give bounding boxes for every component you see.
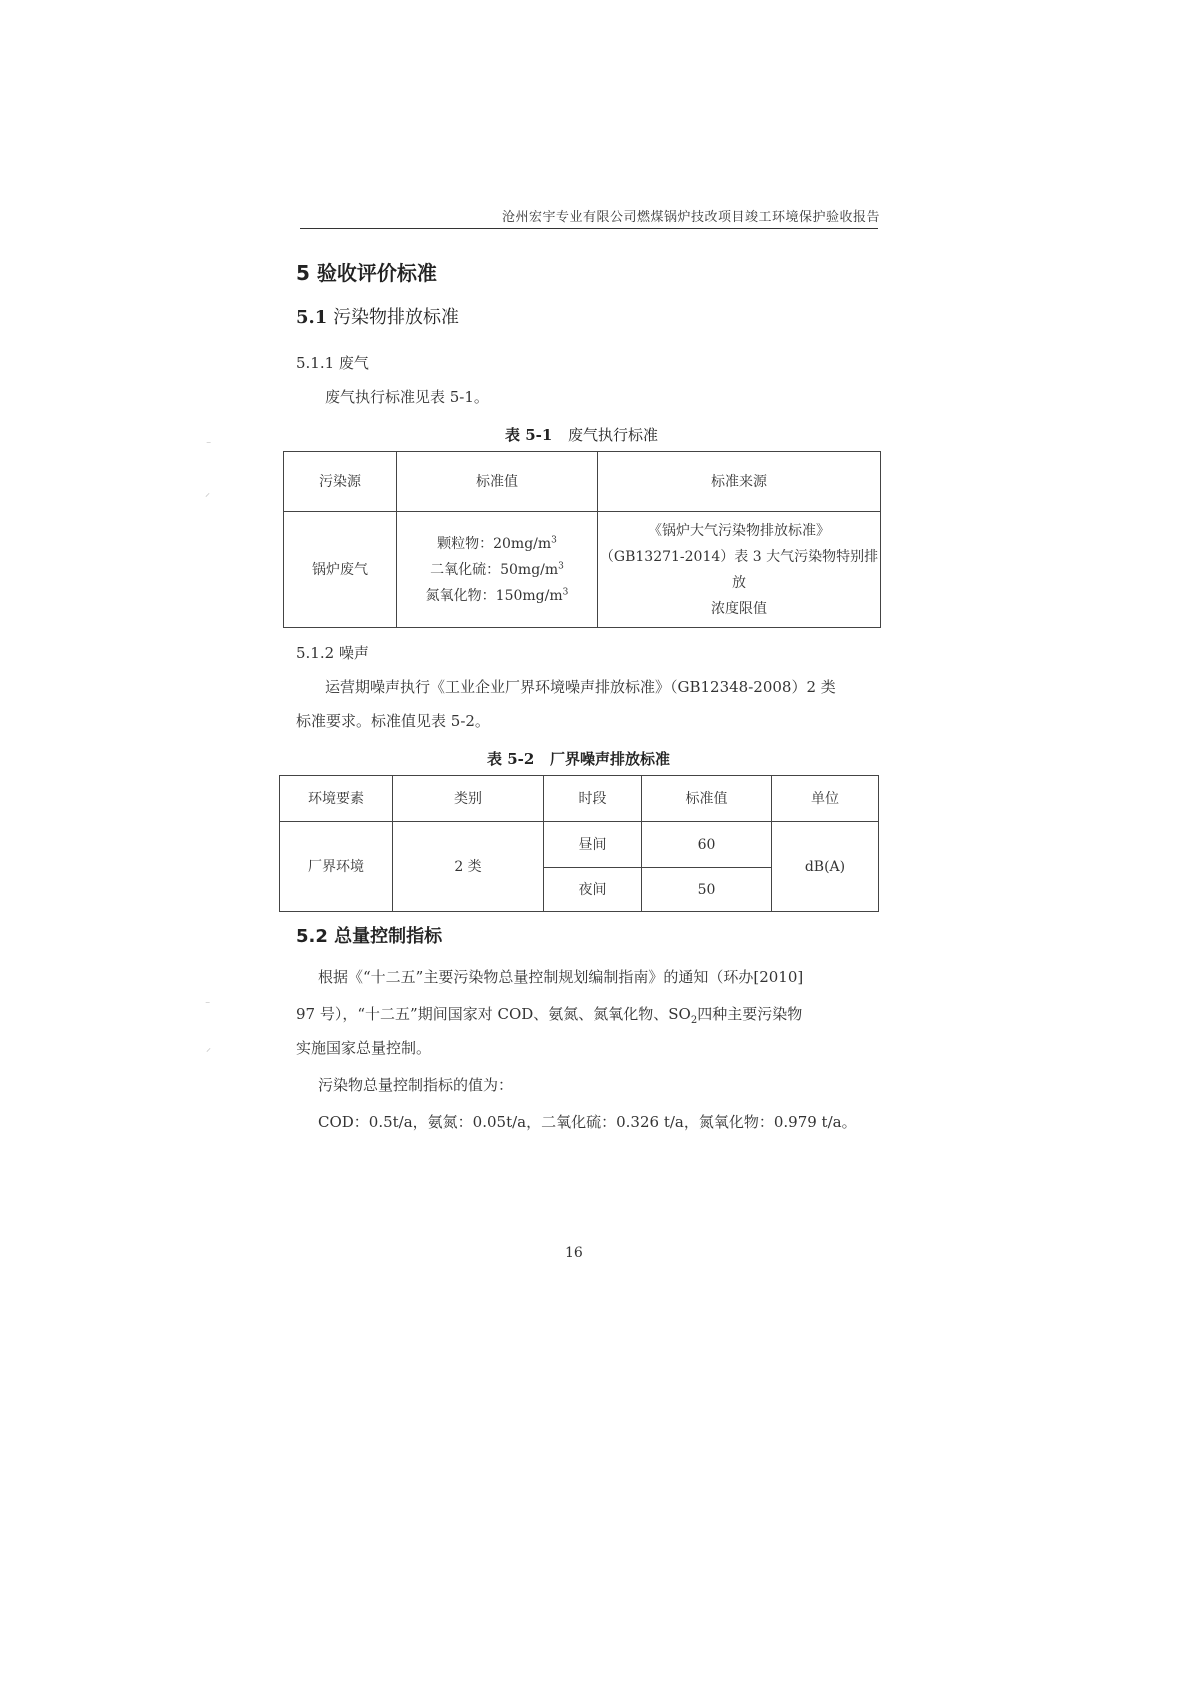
section-5-2-title bbox=[296, 922, 442, 948]
table-5-1 bbox=[283, 451, 881, 628]
section-5-title: 5 验收评价标准 bbox=[296, 261, 437, 285]
scan-mark: ⸝ bbox=[206, 1043, 211, 1054]
table-5-1-cell-values bbox=[397, 512, 598, 628]
table-5-1-cell-standard: 《锅炉大气污染物排放标准》 （GB13271-2014）表 3 大气污染物特别排放 浓度限值 bbox=[598, 512, 881, 628]
header-rule bbox=[300, 228, 878, 229]
table-5-2-header-value: 标准值 bbox=[642, 776, 772, 822]
table-5-1-cell-source: 锅炉废气 bbox=[284, 512, 397, 628]
section-5-2-line2: 97 号），“十二五”期间国家对 COD、氨氮、氮氧化物、$SO_2$四种主要污染物 bbox=[296, 1005, 803, 1026]
table-5-2-caption bbox=[487, 748, 670, 769]
section-5-1-text: 污染物排放标准 bbox=[333, 307, 460, 328]
table-5-2-cell-element: 厂界环境 bbox=[280, 822, 393, 912]
section-5-2-text: 总量控制指标 bbox=[334, 926, 443, 947]
table-5-2-caption-text: 厂界噪声排放标准 bbox=[550, 750, 671, 768]
table-5-1-header-source: 污染源 bbox=[284, 452, 397, 512]
section-5-1-title bbox=[296, 303, 459, 329]
section-5-1-number: 5.1 bbox=[296, 307, 328, 328]
table-5-2-header-category: 类别 bbox=[393, 776, 544, 822]
section-5-2-line4: 污染物总量控制指标的值为： bbox=[318, 1076, 514, 1094]
table-5-2-header-period: 时段 bbox=[544, 776, 642, 822]
section-5-2-line5: COD：0.5t/a，氨氮：0.05t/a，二氧化硫：0.326 t/a，氮氧化物：0.979 t/a。 bbox=[318, 1113, 857, 1131]
section-5-2-line3: 实施国家总量控制。 bbox=[296, 1039, 432, 1057]
page-header: 沧州宏宇专业有限公司燃煤锅炉技改项目竣工环境保护验收报告 bbox=[501, 210, 880, 225]
section-5-1-2-title: 5.1.2 噪声 bbox=[296, 644, 369, 662]
section-5-2-line1: 根据《“十二五”主要污染物总量控制规划编制指南》的通知（环办[2010] bbox=[318, 968, 804, 986]
value-so2: 二氧化硫：$50mg/m^3$ bbox=[430, 560, 564, 578]
table-5-2-cell-period-day: 昼间 bbox=[544, 822, 642, 868]
table-5-1-header-standard: 标准来源 bbox=[598, 452, 881, 512]
section-5-2-number: 5.2 bbox=[296, 926, 328, 947]
scan-mark: ⁻ bbox=[205, 1000, 211, 1011]
table-5-2-cell-period-night: 夜间 bbox=[544, 868, 642, 912]
table-5-1-caption bbox=[505, 424, 658, 445]
table-5-2-cell-value-night: 50 bbox=[642, 868, 772, 912]
page-number: 16 bbox=[565, 1245, 583, 1261]
table-5-1-caption-text: 废气执行标准 bbox=[568, 426, 659, 444]
value-nox: 氮氧化物：$150mg/m^3$ bbox=[425, 586, 569, 604]
table-5-2-cell-unit: dB(A) bbox=[772, 822, 879, 912]
scan-mark: ⸝ bbox=[205, 488, 210, 499]
section-5-1-1-title: 5.1.1 废气 bbox=[296, 354, 369, 372]
table-5-2 bbox=[279, 775, 879, 912]
table-5-2-caption-number: 表 5-2 bbox=[487, 750, 535, 768]
table-5-2-header-element: 环境要素 bbox=[280, 776, 393, 822]
scan-mark: ⁻ bbox=[206, 440, 212, 451]
section-5-1-2-line1: 运营期噪声执行《工业企业厂界环境噪声排放标准》（GB12348-2008）2 类 bbox=[325, 678, 836, 696]
section-5-1-1-text: 废气执行标准见表 5-1。 bbox=[325, 388, 489, 406]
table-5-2-cell-value-day: 60 bbox=[642, 822, 772, 868]
section-5-1-2-line2: 标准要求。标准值见表 5-2。 bbox=[296, 712, 490, 730]
table-5-1-caption-number: 表 5-1 bbox=[505, 426, 553, 444]
table-5-2-cell-category: 2 类 bbox=[393, 822, 544, 912]
table-5-2-header-unit: 单位 bbox=[772, 776, 879, 822]
table-5-1-header-value: 标准值 bbox=[397, 452, 598, 512]
value-particulate: 颗粒物：$20mg/m^3$ bbox=[437, 534, 557, 552]
